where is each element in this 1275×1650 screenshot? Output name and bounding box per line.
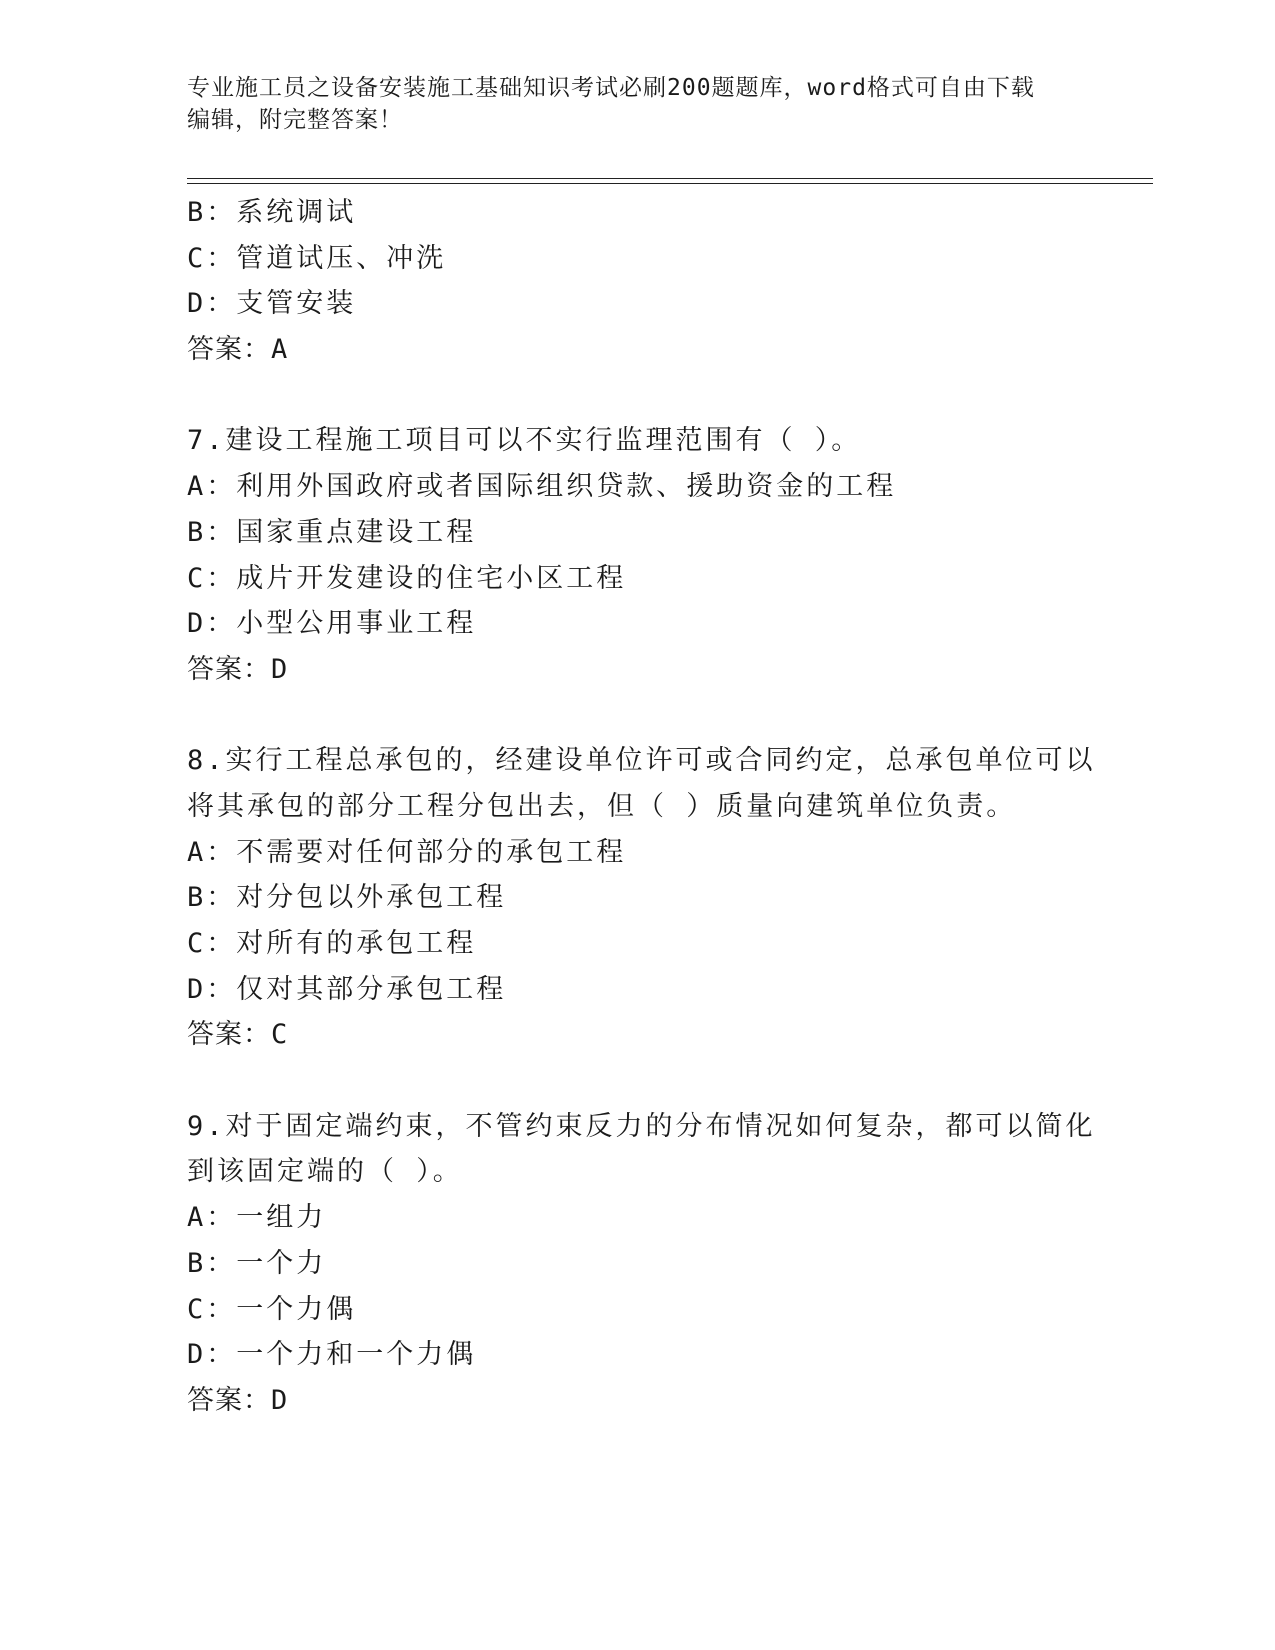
- answer-value: D: [271, 653, 289, 685]
- answer-label: 答案：: [187, 1384, 271, 1416]
- document-header: [187, 72, 1067, 136]
- answer-label: 答案：: [187, 334, 271, 366]
- question-9: [187, 1104, 1096, 1424]
- option-c: C：管道试压、冲洗: [187, 242, 447, 274]
- answer-line: [187, 1378, 1087, 1424]
- question-6-continued: [187, 190, 1087, 373]
- option-b: B：国家重点建设工程: [187, 516, 477, 548]
- header-line-2: 编辑，附完整答案！: [187, 107, 403, 133]
- option-a: A：利用外国政府或者国际组织贷款、援助资金的工程: [187, 471, 897, 503]
- option-a: A：不需要对任何部分的承包工程: [187, 836, 627, 868]
- option-d: D：一个力和一个力偶: [187, 1339, 477, 1371]
- question-stem: 8.实行工程总承包的，经建设单位许可或合同约定，总承包单位可以: [187, 745, 1096, 777]
- question-list: [187, 190, 1096, 1424]
- option-c: C：成片开发建设的住宅小区工程: [187, 562, 627, 594]
- question-stem-continued: 到该固定端的（ ）。: [187, 1156, 463, 1188]
- answer-line: [187, 647, 1087, 693]
- answer-value: A: [271, 334, 289, 366]
- option-d: D：小型公用事业工程: [187, 608, 477, 640]
- answer-label: 答案：: [187, 1019, 271, 1051]
- option-a: A：一组力: [187, 1202, 327, 1234]
- option-d: D：支管安装: [187, 288, 357, 320]
- option-b: B：一个力: [187, 1247, 327, 1279]
- spacer: [187, 693, 1087, 739]
- answer-line: [187, 327, 1087, 373]
- option-b: B：对分包以外承包工程: [187, 882, 507, 914]
- question-7: [187, 418, 1087, 692]
- option-b: B：系统调试: [187, 197, 357, 228]
- question-stem: 7.建设工程施工项目可以不实行监理范围有（ ）。: [187, 425, 862, 457]
- question-stem: 9.对于固定端约束，不管约束反力的分布情况如何复杂，都可以简化: [187, 1110, 1096, 1142]
- question-8: [187, 738, 1096, 1058]
- spacer: [187, 373, 1087, 419]
- answer-value: C: [271, 1019, 289, 1051]
- header-line-1: 专业施工员之设备安装施工基础知识考试必刷200题题库，word格式可自由下载: [187, 75, 1035, 101]
- question-stem-continued: 将其承包的部分工程分包出去，但（ ）质量向建筑单位负责。: [187, 790, 1017, 822]
- answer-line: [187, 1012, 1087, 1058]
- answer-value: D: [271, 1384, 289, 1416]
- spacer: [187, 1058, 1087, 1104]
- answer-label: 答案：: [187, 653, 271, 685]
- header-divider-bottom: [187, 183, 1153, 184]
- option-c: C：对所有的承包工程: [187, 928, 477, 959]
- option-d: D：仅对其部分承包工程: [187, 973, 507, 1005]
- header-divider-top: [187, 178, 1153, 179]
- option-c: C：一个力偶: [187, 1293, 357, 1325]
